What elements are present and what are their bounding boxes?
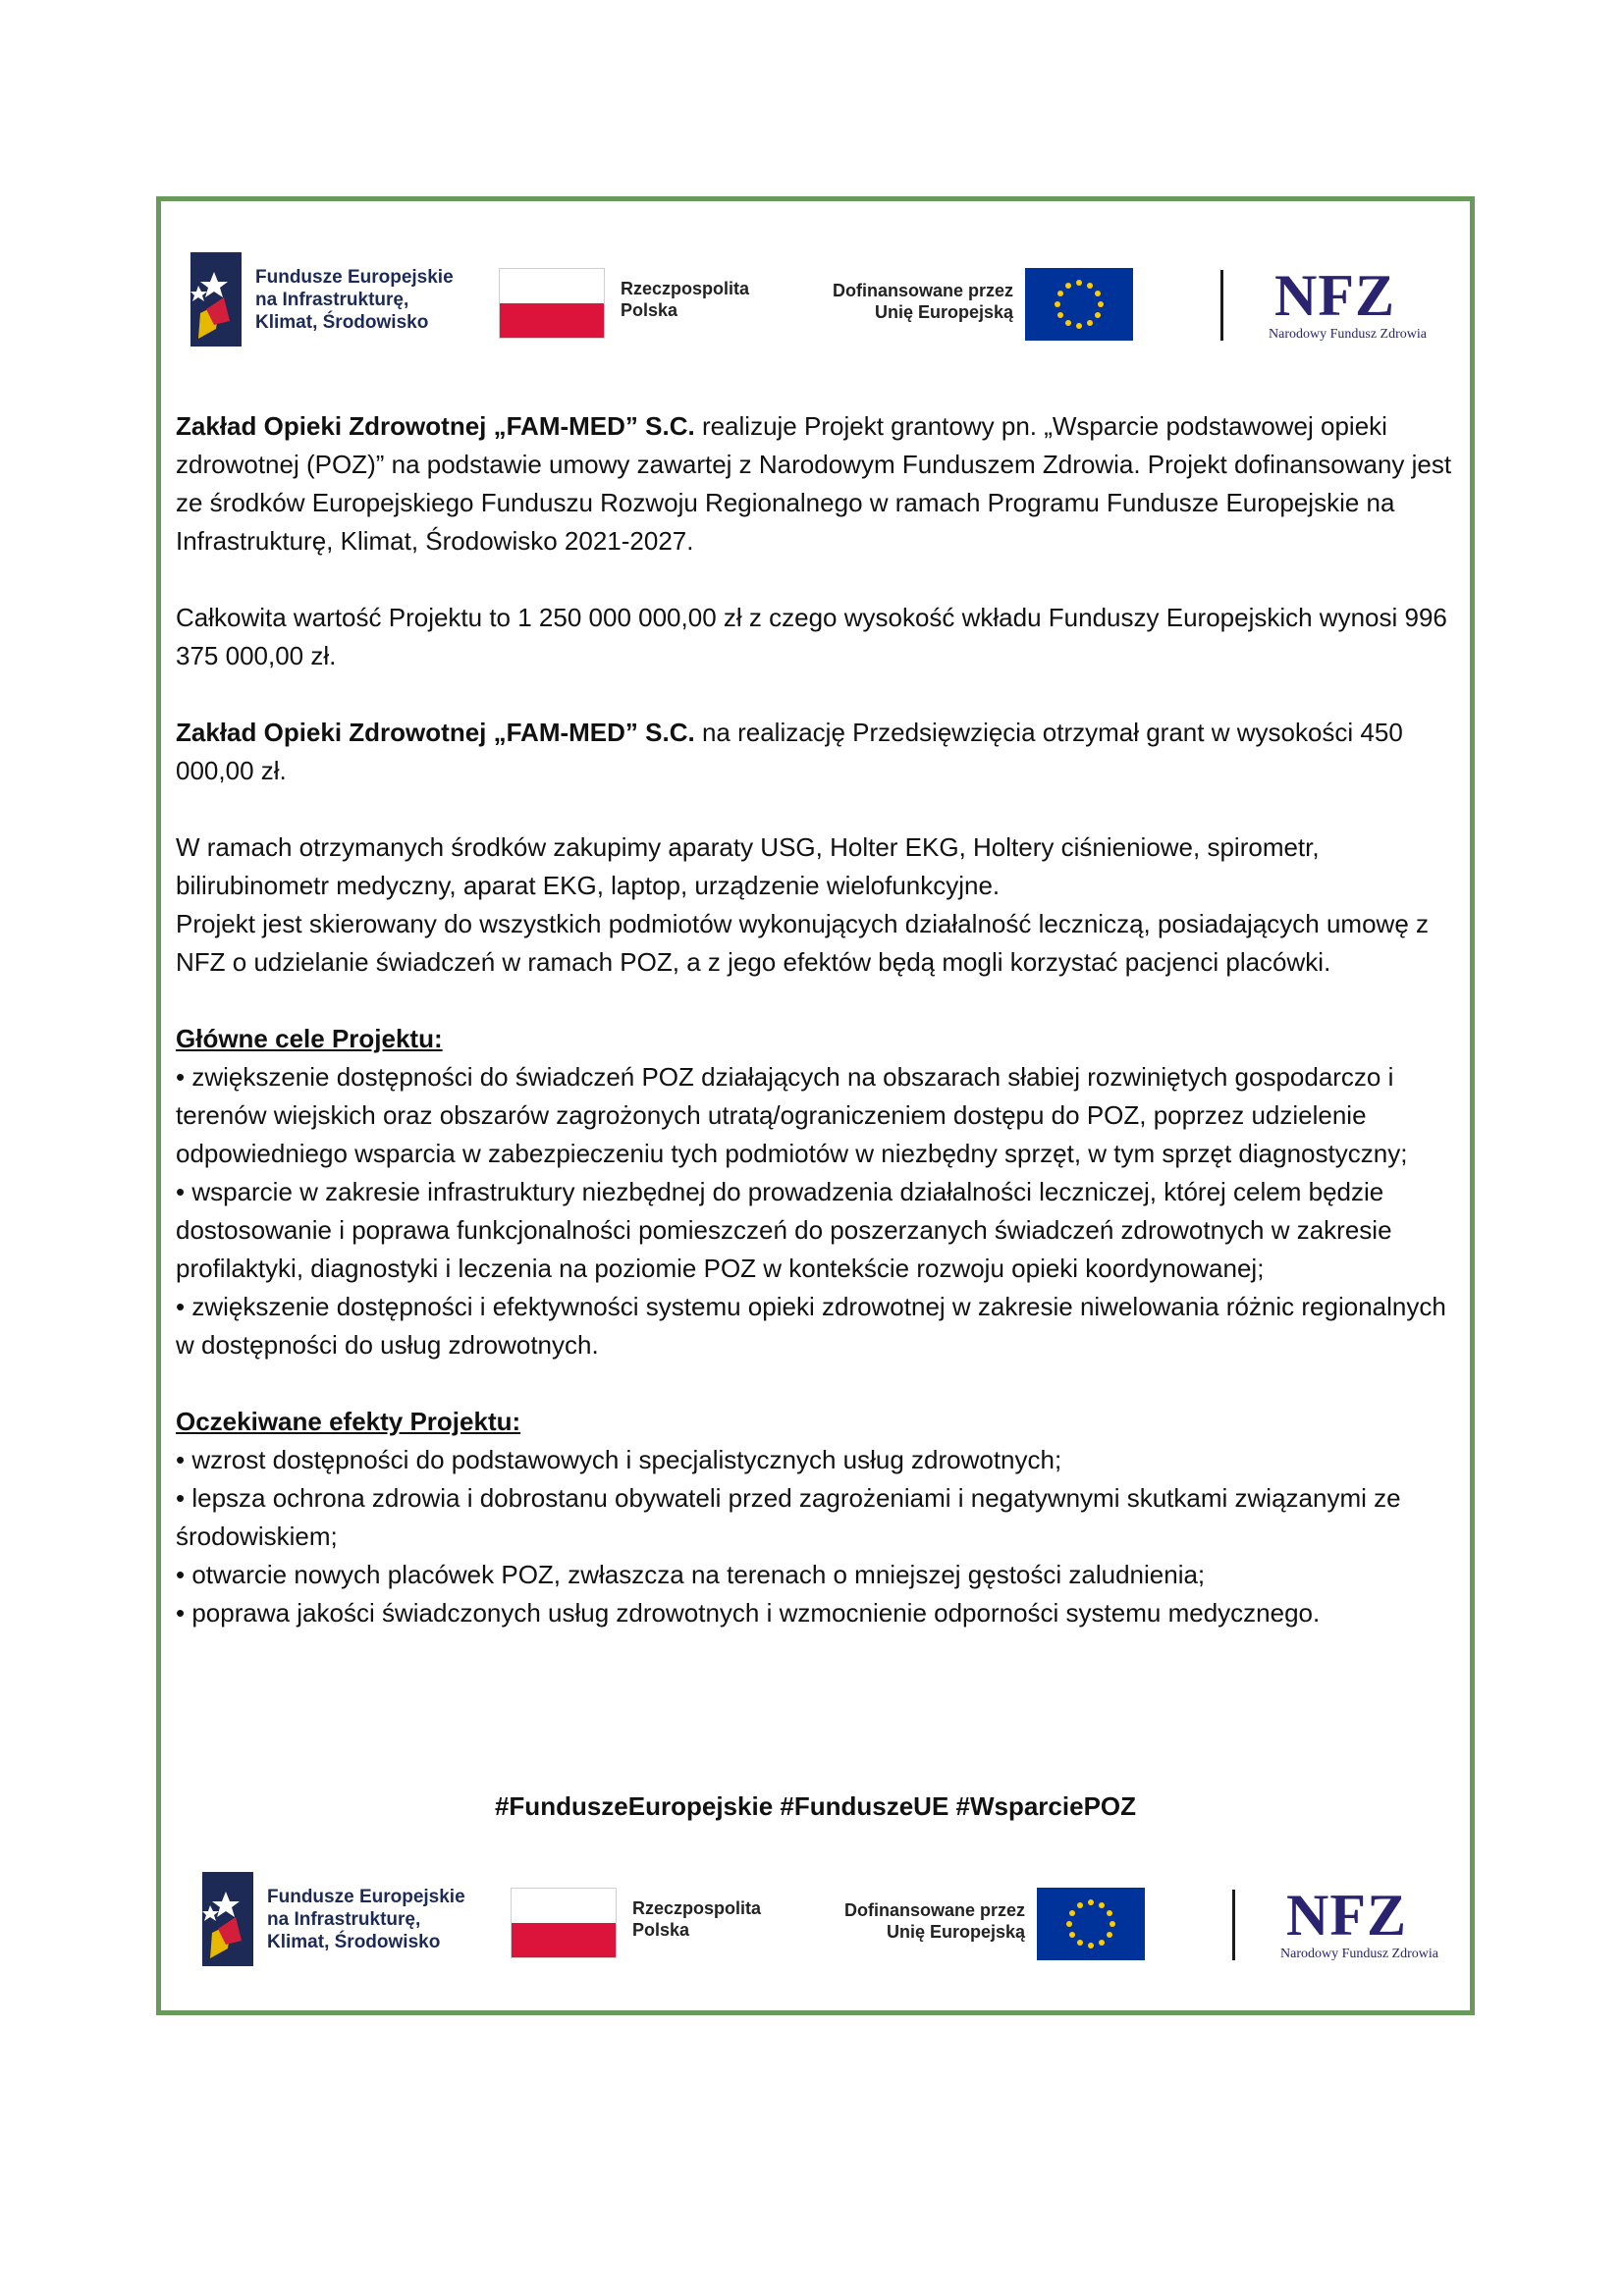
eu-line-1: Dofinansowane przez (843, 1900, 1025, 1920)
eu-line-2: Unię Europejską (874, 302, 1013, 322)
logo-divider (1220, 270, 1223, 341)
document-frame (156, 196, 1475, 2015)
fundusze-europejskie-logo (190, 250, 485, 348)
eu-line-1: Dofinansowane przez (832, 281, 1013, 300)
nfz-subtitle: Narodowy Fundusz Zdrowia (1269, 327, 1427, 342)
rp-line-1: Rzeczpospolita (632, 1898, 762, 1918)
logo-strip-top (190, 250, 1450, 348)
nfz-wordmark: NFZ (1286, 1883, 1407, 1948)
polish-flag-icon (499, 268, 605, 339)
hashtags: #FunduszeEuropejskie #FunduszeUE #WsparciePOZ (494, 1791, 1137, 1821)
polish-flag-icon (511, 1888, 617, 1958)
paragraph-equipment: W ramach otrzymanych środków zakupimy aparaty USG, Holter EKG, Holtery ciśnieniowe, spirometr, bilirubinometr medyczny, aparat EKG, laptop, urządzenie wielofunkcyjne. (176, 832, 1320, 900)
paragraph-project-intro: Zakład Opieki Zdrowotnej „FAM-MED” S.C. realizuje Projekt grantowy pn. „Wsparcie podstawowej opieki zdrowotnej (POZ)” na podstawie umowy zawartej z Narodowym Funduszem Zdrowia. Projekt dofinansowany jest ze środków Europejskiego Funduszu Rozwoju Regionalnego w ramach Programu Fundusze Europejskie na Infrastrukturę, Klimat, Środowisko 2021-2027. (176, 411, 1452, 556)
rp-line-2: Polska (632, 1920, 690, 1940)
goals-item: • zwiększenie dostępności i efektywności systemu opieki zdrowotnej w zakresie niwelowania różnic regionalnych w dostępności do usług zdrowotnych. (176, 1292, 1446, 1360)
effects-item: • poprawa jakości świadczonych usług zdrowotnych i wzmocnienie odporności systemu medycznego. (176, 1598, 1321, 1628)
nfz-wordmark: NFZ (1274, 263, 1395, 328)
paragraph-grant: Zakład Opieki Zdrowotnej „FAM-MED” S.C. na realizację Przedsięwzięcia otrzymał grant w wysokości 450 000,00 zł. (176, 718, 1403, 785)
nfz-logo (1280, 1883, 1477, 1964)
fe-line-3: Klimat, Środowisko (267, 1932, 441, 1952)
effects-item: • wzrost dostępności do podstawowych i specjalistycznych usług zdrowotnych; (176, 1445, 1062, 1474)
fe-line-1: Fundusze Europejskie (255, 267, 454, 288)
organization-name: Zakład Opieki Zdrowotnej „FAM-MED” S.C. (176, 411, 695, 441)
eu-flag-icon (1037, 1888, 1145, 1960)
fe-line-1: Fundusze Europejskie (267, 1887, 465, 1907)
eu-flag-icon (1025, 268, 1133, 341)
eu-cofinanced-logo (801, 1888, 1145, 1960)
logo-strip-bottom (202, 1870, 1462, 1968)
rzeczpospolita-polska-logo (511, 1888, 785, 1960)
nfz-subtitle: Narodowy Fundusz Zdrowia (1280, 1947, 1438, 1961)
nfz-logo (1269, 263, 1465, 345)
goals-item: • wsparcie w zakresie infrastruktury niezbędnej do prowadzenia działalności leczniczej, której celem będzie dostosowanie i poprawa funkcjonalności pomieszczeń do poszerzanych świadczeń zdrowotnych w zakresie profilaktyki, diagnostyki i leczenia na poziomie POZ w kontekście rozwoju opieki koordynowanej; (176, 1177, 1392, 1283)
effects-heading: Oczekiwane efekty Projektu: (176, 1407, 521, 1436)
fundusze-europejskie-icon (190, 252, 242, 347)
fundusze-europejskie-icon (202, 1872, 253, 1966)
goals-heading: Główne cele Projektu: (176, 1024, 443, 1053)
fe-line-2: na Infrastrukturę, (255, 290, 409, 310)
rp-line-2: Polska (621, 300, 678, 320)
goals-item: • zwiększenie dostępności do świadczeń POZ działających na obszarach słabiej rozwiniętych gospodarczo i terenów wiejskich oraz obszarów zagrożonych utratą/ograniczeniem dostępu do POZ, poprzez udzielenie odpowiedniego wsparcia w zabezpieczeniu tych podmiotów w niezbędny sprzęt, w tym sprzęt diagnostyczny; (176, 1062, 1408, 1168)
paragraph-project-value: Całkowita wartość Projektu to 1 250 000 000,00 zł z czego wysokość wkładu Funduszy Europejskich wynosi 996 375 000,00 zł. (176, 603, 1447, 670)
eu-cofinanced-logo (789, 268, 1133, 341)
logo-divider (1232, 1890, 1235, 1960)
organization-name: Zakład Opieki Zdrowotnej „FAM-MED” S.C. (176, 718, 695, 747)
rp-line-1: Rzeczpospolita (621, 279, 750, 298)
effects-item: • lepsza ochrona zdrowia i dobrostanu obywateli przed zagrożeniami i negatywnymi skutkami związanymi ze środowiskiem; (176, 1483, 1401, 1551)
eu-line-2: Unię Europejską (886, 1922, 1025, 1942)
fundusze-europejskie-logo (202, 1870, 497, 1968)
paragraph-target: Projekt jest skierowany do wszystkich podmiotów wykonujących działalność leczniczą, posiadających umowę z NFZ o udzielanie świadczeń w ramach POZ, a z jego efektów będą mogli korzystać pacjenci placówki. (176, 909, 1430, 977)
fe-line-3: Klimat, Środowisko (255, 312, 429, 333)
rzeczpospolita-polska-logo (499, 268, 774, 341)
fe-line-2: na Infrastrukturę, (267, 1909, 421, 1930)
announcement-body (176, 407, 1462, 1632)
effects-item: • otwarcie nowych placówek POZ, zwłaszcza na terenach o mniejszej gęstości zaludnienia; (176, 1560, 1206, 1589)
